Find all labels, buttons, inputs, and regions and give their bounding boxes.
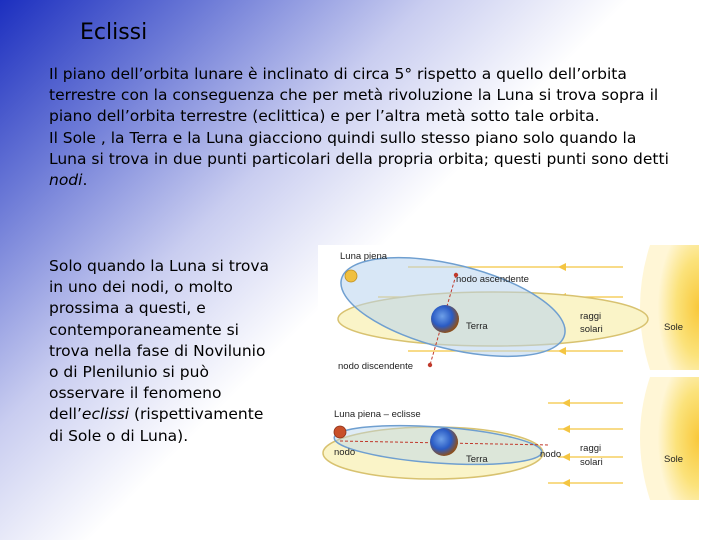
label-raggi-top: raggi xyxy=(580,311,602,322)
label-solari-bottom: solari xyxy=(580,457,603,468)
eclipse-diagram xyxy=(318,245,699,500)
side-paragraph xyxy=(49,256,269,447)
earth-bottom xyxy=(430,428,458,456)
nodi-term: nodi xyxy=(49,171,83,190)
label-sole-top: Sole xyxy=(664,322,684,333)
node-desc-dot xyxy=(428,363,432,367)
label-nodo-discendente: nodo discendente xyxy=(338,361,414,372)
label-raggi-bottom: raggi xyxy=(580,443,602,454)
earth-top xyxy=(431,305,459,333)
intro-line-2-text: Il Sole , la Terra e la Luna giacciono quindi sullo stesso piano solo quando la Luna si trova in due punti particolari della propria orbita; questi punti sono detti xyxy=(49,128,669,168)
label-luna-piena: Luna piena xyxy=(340,251,388,262)
top-panel xyxy=(331,245,699,376)
intro-line-2-end: . xyxy=(82,171,88,190)
intro-paragraph xyxy=(49,64,669,191)
intro-line-2 xyxy=(49,128,669,192)
ray-arrows-bottom xyxy=(562,399,570,487)
label-sole-bottom: Sole xyxy=(664,454,684,465)
label-solari-top: solari xyxy=(580,324,603,335)
moon-eclipse xyxy=(334,426,346,438)
label-terra-top: Terra xyxy=(466,321,488,332)
label-luna-eclisse: Luna piena – eclisse xyxy=(334,409,421,420)
eclissi-term: eclissi xyxy=(81,405,130,424)
sun-bottom-shape xyxy=(640,377,699,500)
sun-top-shape xyxy=(640,245,699,370)
side-text: Solo quando la Luna si trova in uno dei nodi, o molto prossima a questi, e contemporaneamente si trova nella fase di Novilunio o di Plenilunio si può osservare il fenomeno dell’ xyxy=(49,257,270,424)
eclipse-diagram-svg xyxy=(318,245,699,500)
label-terra-bottom: Terra xyxy=(466,454,488,465)
label-nodo-right: nodo xyxy=(540,449,562,460)
side-text-end: (rispettivamente di Sole o di Luna). xyxy=(49,405,264,445)
bottom-panel xyxy=(323,377,699,500)
label-nodo-left: nodo xyxy=(334,447,356,458)
slide-title: Eclissi xyxy=(80,20,148,45)
label-nodo-ascendente: nodo ascendente xyxy=(456,274,529,285)
intro-line-1: Il piano dell’orbita lunare è inclinato di circa 5° rispetto a quello dell’orbita terrestre con la conseguenza che per metà rivoluzione la Luna si trova sopra il piano dell’orbita terrestre (eclittica) e per l’altra metà sotto tale orbita. xyxy=(49,65,659,126)
moon-top xyxy=(345,270,357,282)
